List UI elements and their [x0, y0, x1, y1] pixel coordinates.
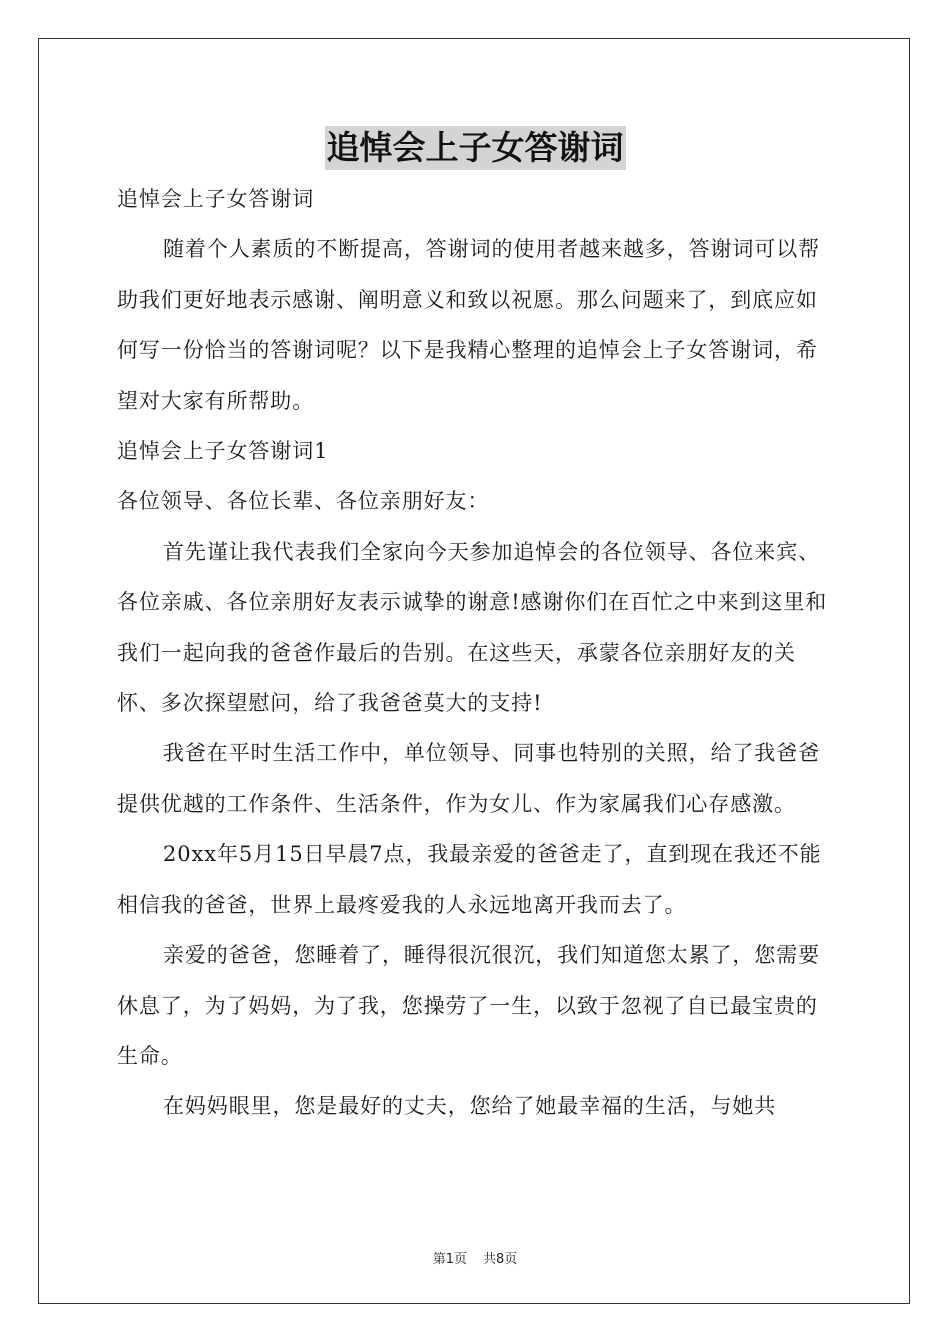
- paragraph: 亲爱的爸爸，您睡着了，睡得很沉很沉，我们知道您太累了，您需要休息了，为了妈妈，为了我，您操劳了一生，以致于忽视了自已最宝贵的生命。: [117, 943, 820, 1068]
- paragraph: 随着个人素质的不断提高，答谢词的使用者越来越多，答谢词可以帮助我们更好地表示感谢、阐明意义和致以祝愿。那么问题来了，到底应如何写一份恰当的答谢词呢？以下是我精心整理的追悼会上子女答谢词，希望对大家有所帮助。: [117, 237, 820, 413]
- page-footer: [0, 1248, 950, 1267]
- salutation: 各位领导、各位长辈、各位亲朋好友：: [117, 489, 490, 514]
- page-number-current: 第1页: [432, 1252, 467, 1267]
- paragraph: 20xx年5月15日早晨7点，我最亲爱的爸爸走了，直到现在我还不能相信我的爸爸，世界上最疼爱我的人永远地离开我而去了。: [117, 842, 822, 917]
- section-heading: 追悼会上子女答谢词1: [117, 439, 329, 464]
- document-title: [0, 126, 950, 170]
- document-title-text: 追悼会上子女答谢词: [325, 126, 626, 170]
- paragraph: 首先谨让我代表我们全家向今天参加追悼会的各位领导、各位来宾、各位亲戚、各位亲朋好友表示诚挚的谢意!感谢你们在百忙之中来到这里和我们一起向我的爸爸作最后的告别。在这些天，承蒙各位亲朋好友的关怀、多次探望慰问，给了我爸爸莫大的支持!: [117, 539, 828, 716]
- document-body: [117, 174, 833, 1132]
- paragraph: 追悼会上子女答谢词: [117, 187, 315, 211]
- paragraph: 我爸在平时生活工作中，单位领导、同事也特别的关照，给了我爸爸提供优越的工作条件、生活条件，作为女儿、作为家属我们心存感激。: [117, 741, 820, 816]
- page-number-total: 共8页: [483, 1252, 518, 1267]
- paragraph: 在妈妈眼里，您是最好的丈夫，您给了她最幸福的生活，与她共: [163, 1094, 777, 1119]
